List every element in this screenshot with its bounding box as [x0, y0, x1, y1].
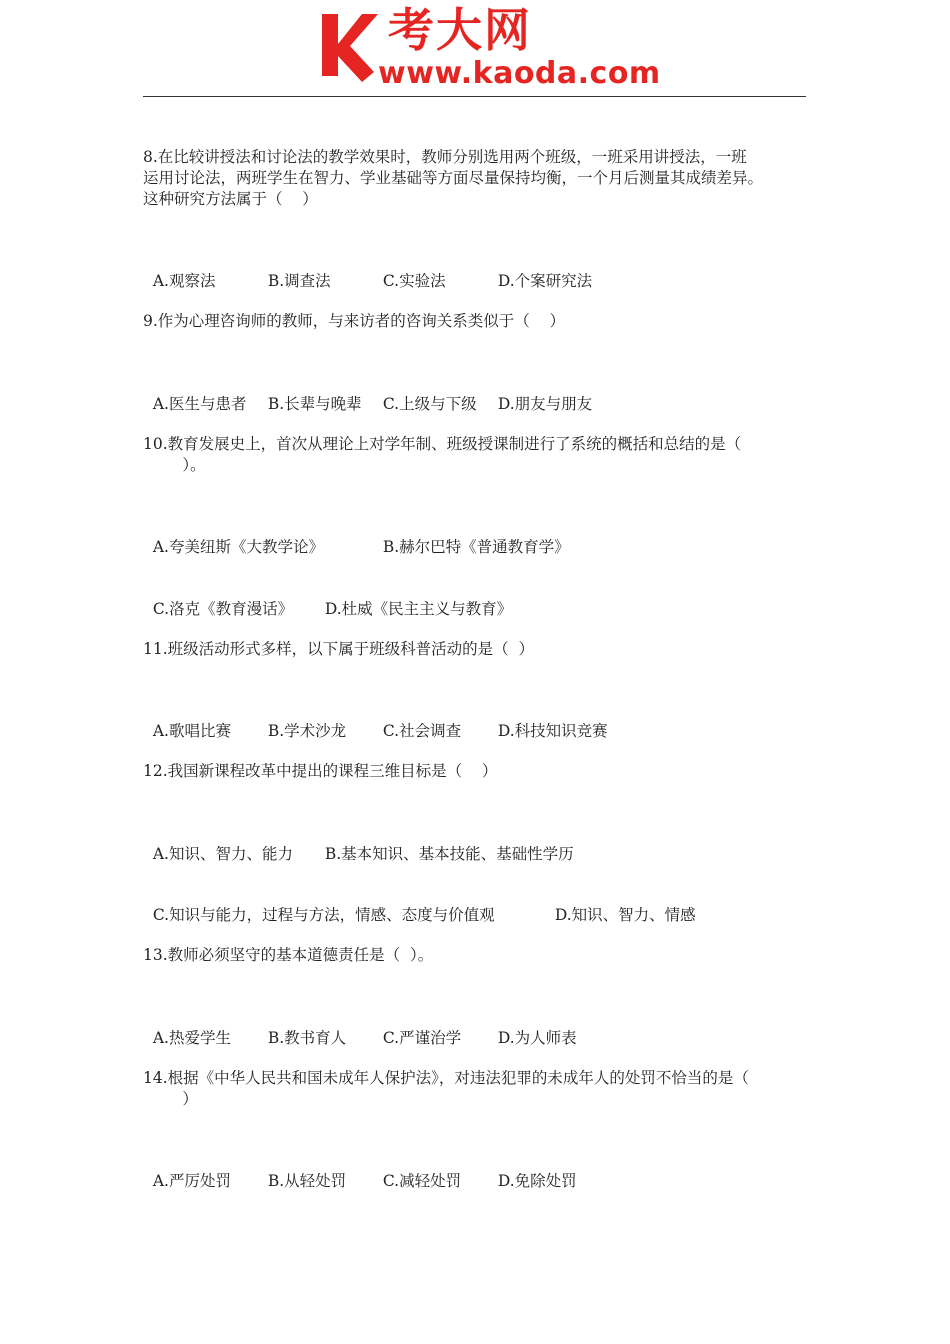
question-13-stem: 13.教师必须坚守的基本道德责任是（ ）。 [143, 946, 434, 964]
question-14-options [143, 1150, 577, 1192]
question-9-stem: 9.作为心理咨询师的教师，与来访者的咨询关系类似于（ ） [143, 312, 565, 330]
question-14-stem-line-2: ） [143, 1090, 198, 1108]
option-d: D.杜威《民主主义与教育》 [324, 600, 513, 618]
question-10-options-line-1 [143, 516, 570, 558]
option-a: A.歌唱比赛 [152, 722, 231, 740]
question-12-stem: 12.我国新课程改革中提出的课程三维目标是（ ） [143, 762, 498, 780]
question-12-options-line-2 [143, 884, 696, 926]
option-b: B.长辈与晚辈 [267, 395, 362, 413]
page-header [0, 0, 950, 100]
option-d: D.朋友与朋友 [497, 395, 593, 413]
option-d: D.为人师表 [497, 1029, 577, 1047]
question-11-stem: 11.班级活动形式多样，以下属于班级科普活动的是（ ） [143, 640, 535, 658]
option-d: D.科技知识竞赛 [497, 722, 608, 740]
site-url: www.kaoda.com [378, 56, 661, 91]
question-10-options-line-2 [143, 578, 512, 620]
option-a: A.观察法 [152, 272, 216, 290]
question-8-options [143, 250, 592, 292]
option-d: D.知识、智力、情感 [554, 906, 696, 924]
option-c: C.知识与能力，过程与方法，情感、态度与价值观 [152, 906, 495, 924]
option-c: C.上级与下级 [382, 395, 477, 413]
header-divider [143, 96, 806, 97]
option-c: C.实验法 [382, 272, 446, 290]
question-13-options [143, 1007, 577, 1049]
question-10-stem-line-2: ）。 [143, 456, 206, 474]
question-14-stem-line-1: 14.根据《中华人民共和国未成年人保护法》，对违法犯罪的未成年人的处罚不恰当的是（ [143, 1069, 749, 1087]
option-c: C.社会调查 [382, 722, 462, 740]
option-b: B.教书育人 [267, 1029, 347, 1047]
option-c: C.减轻处罚 [382, 1172, 462, 1190]
option-b: B.调查法 [267, 272, 331, 290]
question-10-stem-line-1: 10.教育发展史上，首次从理论上对学年制、班级授课制进行了系统的概括和总结的是（ [143, 435, 742, 453]
option-a: A.严厉处罚 [152, 1172, 231, 1190]
option-b: B.学术沙龙 [267, 722, 347, 740]
question-12-options-line-1 [143, 823, 574, 865]
option-a: A.热爱学生 [152, 1029, 231, 1047]
option-c: C.洛克《教育漫话》 [152, 600, 294, 618]
question-8-stem-line-1: 8.在比较讲授法和讨论法的教学效果时，教师分别选用两个班级，一班采用讲授法，一班 [143, 148, 747, 166]
option-b: B.赫尔巴特《普通教育学》 [382, 538, 570, 556]
option-a: A.夸美纽斯《大教学论》 [152, 538, 324, 556]
option-d: D.免除处罚 [497, 1172, 577, 1190]
option-a: A.医生与患者 [152, 395, 247, 413]
option-a: A.知识、智力、能力 [152, 845, 293, 863]
question-11-options [143, 700, 608, 742]
option-d: D.个案研究法 [497, 272, 593, 290]
question-8-stem-line-2: 运用讨论法，两班学生在智力、学业基础等方面尽量保持均衡，一个月后测量其成绩差异。 [143, 169, 764, 187]
question-9-options [143, 373, 592, 415]
kaoda-k-logo-icon [318, 10, 380, 82]
option-c: C.严谨治学 [382, 1029, 462, 1047]
option-b: B.从轻处罚 [267, 1172, 347, 1190]
site-logo-text: 考大网 [388, 3, 532, 57]
question-8-stem-line-3: 这种研究方法属于（ ） [143, 190, 318, 208]
option-b: B.基本知识、基本技能、基础性学历 [324, 845, 574, 863]
